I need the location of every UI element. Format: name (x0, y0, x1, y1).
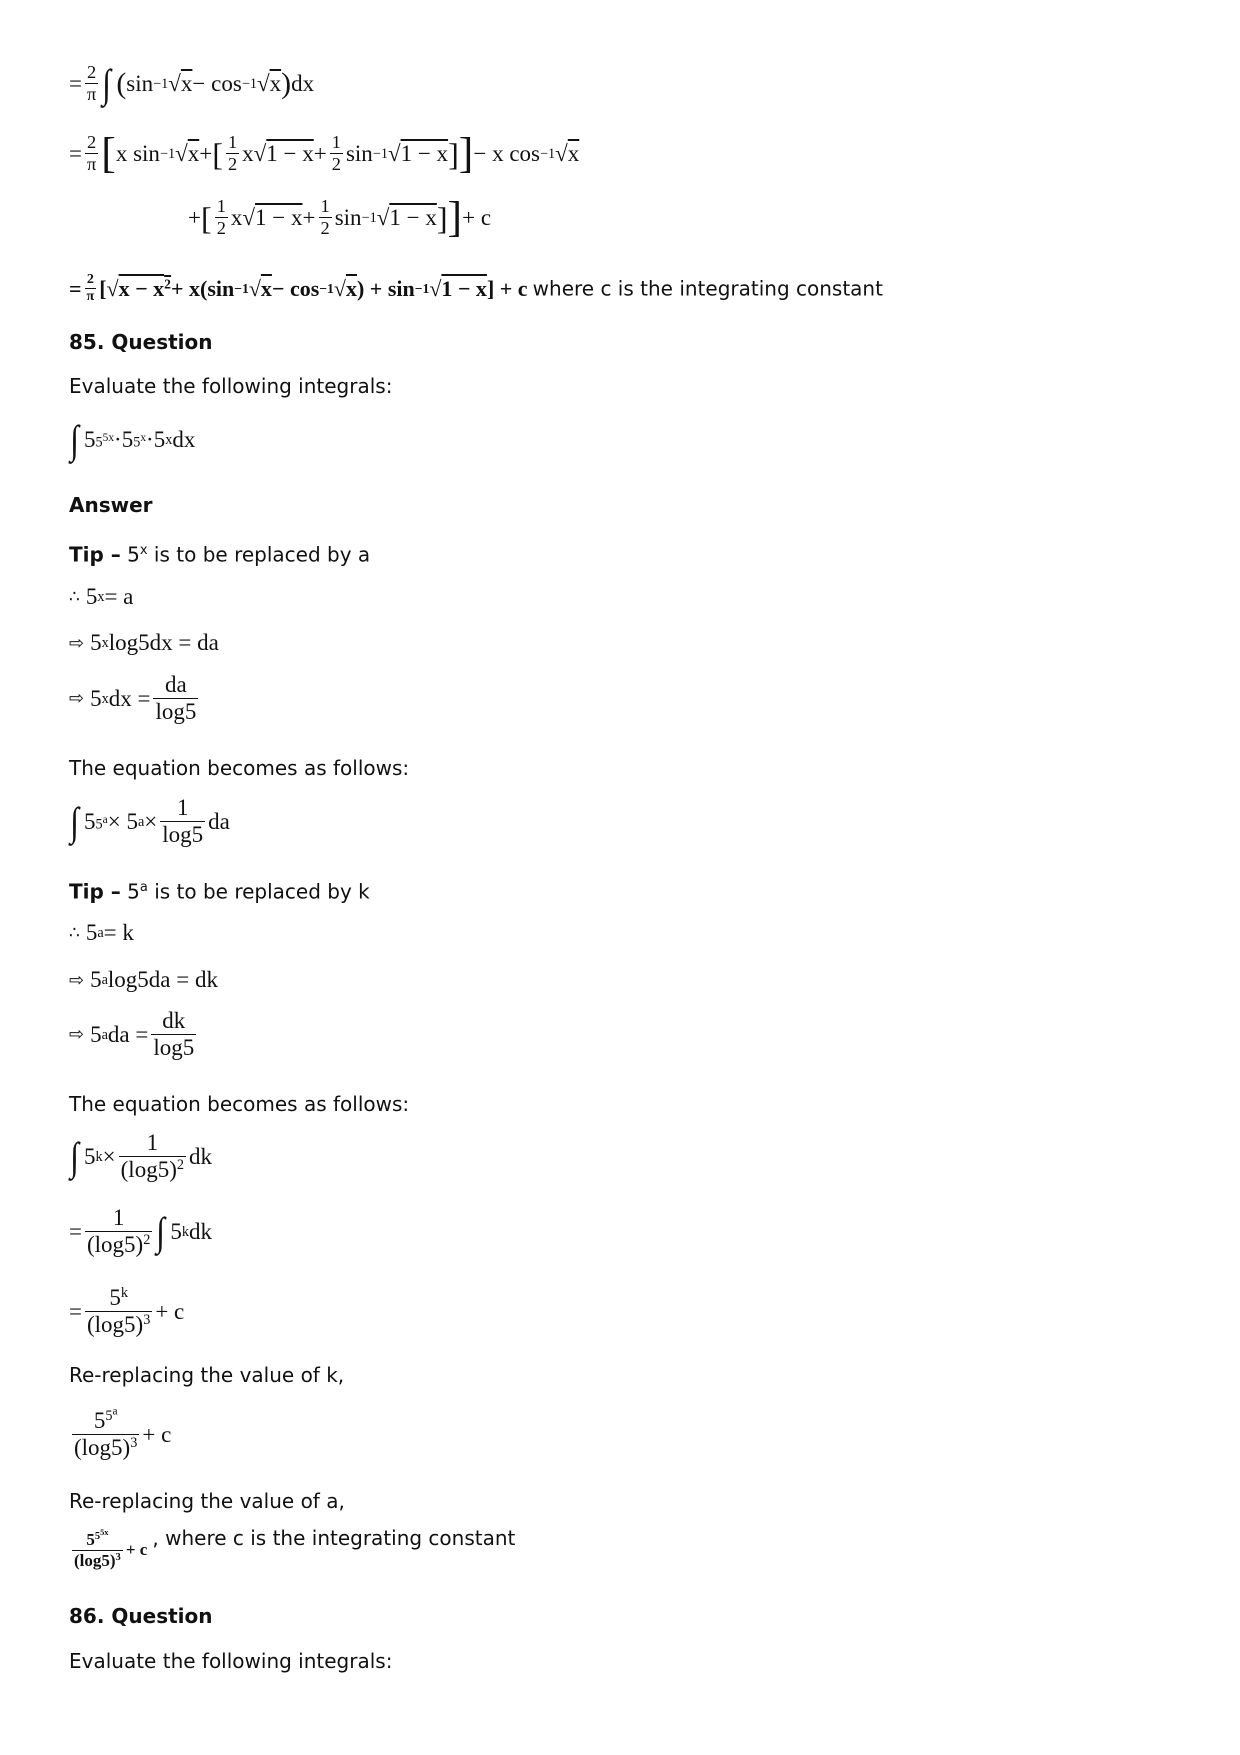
sub-step-2: ⇨ 5 x log5dx = da (69, 630, 219, 655)
tip-1-text: is to be replaced by a (147, 542, 371, 567)
math-line-3: + [ $\frac{1}{2}$ x√ 1 − x + $\frac{1}{2}$ sin −1 √ 1 − x ] ] + c (188, 193, 492, 241)
question-86-prompt: Evaluate the following integrals: (69, 1649, 393, 1673)
question-86-heading: 86. Question (69, 1604, 213, 1628)
result-a: $\frac{5^{5^a}}{(\log 5)^3}$ + c (74, 1405, 172, 1461)
integral-step-a: ∫ 5 5$^a$ × 5 a × $\frac{1}{\log 5}$ da (70, 795, 230, 848)
final-result: $\frac{5^{5^{5x}}}{(\log 5)^3}$ + c , where c is the integrating constant (74, 1526, 516, 1570)
sub-step-6: ⇨ 5 a da = $\frac{dk}{\log 5}$ (69, 1008, 195, 1061)
sub-step-5: ⇨ 5 a log5da = dk (69, 967, 218, 992)
rereplace-k: Re-replacing the value of k, (69, 1363, 345, 1387)
math-line-4: = $\frac{2}{\pi}$ [√ $x - x^2$ + x(sin −1 √ x − cos −1 √ x ) + sin −1 √ 1 − x ] + c where c is the integrating constant (69, 272, 883, 305)
question-85-integral: ∫ 5 $5^{5x}$ ·5 5$^x$ ·5 x dx (70, 417, 196, 462)
answer-label: Answer (69, 493, 153, 517)
constant-note: where c is the integrating constant (532, 276, 883, 301)
equation-becomes-1: The equation becomes as follows: (69, 756, 410, 780)
rereplace-a: Re-replacing the value of a, (69, 1489, 345, 1513)
sub-step-1: ∴ 5 x = a (69, 584, 134, 609)
tip-1-label: Tip – (69, 542, 121, 567)
tip-2: Tip – 5$^a$ is to be replaced by k (69, 879, 370, 904)
math-line-1: = $\frac{2}{\pi}$ ∫ ( sin −1 √ x − cos −1 √ x ) dx (69, 60, 315, 106)
integral-step-k: ∫ 5 k × $\frac{1}{(\log 5)^2}$ dk (70, 1130, 212, 1183)
question-85-heading: 85. Question (69, 330, 213, 354)
tip-2-label: Tip – (69, 879, 121, 904)
result-k: = $\frac{5^k}{(\log 5)^3}$ + c (69, 1285, 185, 1338)
tip-2-text: is to be replaced by k (147, 879, 370, 904)
tip-1: Tip – 5$^x$ is to be replaced by a (69, 542, 371, 567)
final-note: , where c is the integrating constant (152, 1526, 516, 1550)
equation-becomes-2: The equation becomes as follows: (69, 1092, 410, 1116)
integral-step-k-2: = $\frac{1}{(\log 5)^2}$ ∫ 5 k dk (69, 1205, 212, 1258)
question-85-prompt: Evaluate the following integrals: (69, 374, 393, 398)
math-line-2: = $\frac{2}{\pi}$ [ x sin −1 √ x + [ $\frac{1}{2}$ x√ 1 − x + $\frac{1}{2}$ sin −1 √ 1 − x ] ] − x cos −1 √ x (69, 129, 580, 177)
sub-step-3: ⇨ 5 x dx = $\frac{da}{\log 5}$ (69, 672, 197, 725)
sub-step-4: ∴ 5 a = k (69, 920, 134, 945)
